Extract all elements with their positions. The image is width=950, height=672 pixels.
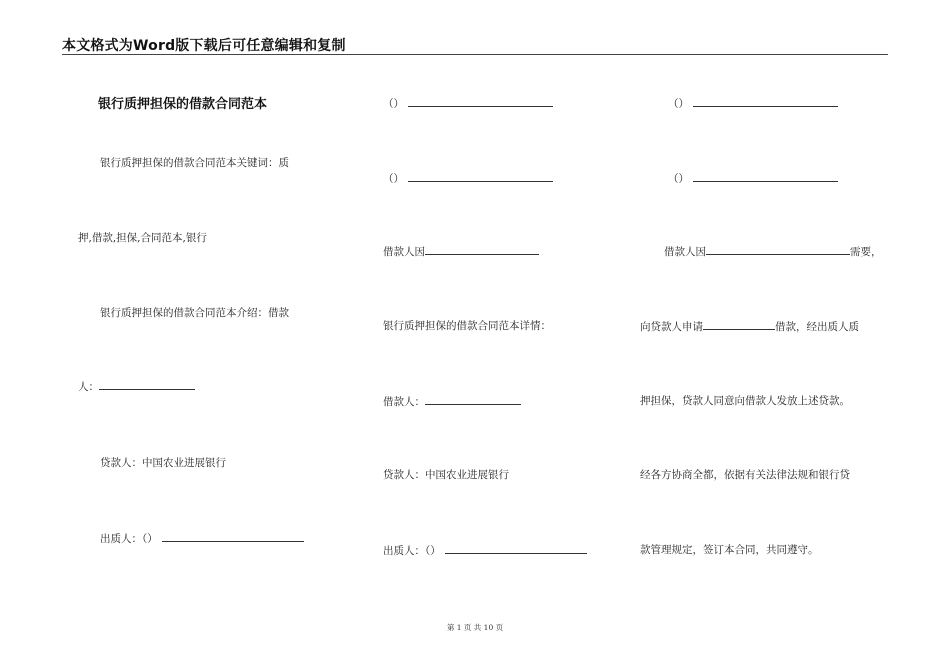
- keywords-line-1: 银行质押担保的借款合同范本关键词：质: [100, 157, 289, 169]
- col2-paren-line-2: [383, 170, 553, 186]
- pledgor-label: 出质人：（）: [100, 533, 158, 545]
- col3-line-4: 经各方协商全都，依据有关法律法规和银行贷: [640, 469, 850, 481]
- col2-pledgor-blank: [445, 542, 587, 554]
- col2-blank-2: [408, 170, 553, 182]
- col2-blank-1: [408, 95, 553, 107]
- col2-borrower-line: [383, 393, 521, 409]
- borrower-label: 人：: [78, 381, 99, 393]
- keywords-line-2: 押,借款,担保,合同范本,银行: [78, 232, 207, 244]
- document-title: 银行质押担保的借款合同范本: [98, 97, 268, 112]
- col3-line-1-b: 需要，: [850, 246, 882, 258]
- header-title: 本文格式为Word版下载后可任意编辑和复制: [62, 38, 346, 54]
- header-divider: [62, 54, 888, 55]
- col2-paren-line-1: [383, 95, 553, 111]
- pledgor-line: [100, 530, 304, 546]
- col3-purpose-blank: [706, 243, 850, 255]
- col3-line-2-a: 向贷款人申请: [640, 321, 703, 333]
- col2-pledgor-label: 出质人：（）: [383, 545, 441, 557]
- intro-line-1: 银行质押担保的借款合同范本介绍：借款: [100, 307, 289, 319]
- pledgor-blank: [162, 530, 304, 542]
- col2-borrower-because: 借款人因: [383, 246, 425, 258]
- col2-pledgor-line: [383, 542, 587, 558]
- col2-lender-line: 贷款人：中国农业进展银行: [383, 469, 509, 481]
- col3-line-1-a: 借款人因: [664, 246, 706, 258]
- col3-line-5: 款管理规定，签订本合同，共同遵守。: [640, 544, 819, 556]
- intro-line-2: [78, 378, 195, 394]
- col2-paren-2: （）: [383, 173, 404, 185]
- col2-purpose-blank: [425, 243, 539, 255]
- col3-line-3: 押担保，贷款人同意向借款人发放上述贷款。: [640, 395, 850, 407]
- col2-borrower-label: 借款人：: [383, 396, 425, 408]
- col3-line-2-b: 借款，经出质人质: [775, 321, 859, 333]
- lender-line: 贷款人：中国农业进展银行: [100, 457, 226, 469]
- page-footer: 第 1 页 共 10 页: [446, 623, 504, 632]
- borrower-blank: [99, 378, 195, 390]
- col3-paren-line-2: [668, 170, 838, 186]
- col3-amount-blank: [703, 318, 775, 330]
- col2-borrower-because-line: [383, 243, 539, 259]
- col3-paren-1: （）: [668, 98, 689, 110]
- col2-paren-1: （）: [383, 98, 404, 110]
- col3-line-2: [640, 318, 859, 334]
- col3-blank-2: [693, 170, 838, 182]
- col3-line-1: [664, 243, 882, 259]
- col2-details-line: 银行质押担保的借款合同范本详情：: [383, 320, 551, 332]
- col3-paren-line-1: [668, 95, 838, 111]
- col2-borrower-blank: [425, 393, 521, 405]
- col3-paren-2: （）: [668, 173, 689, 185]
- col3-blank-1: [693, 95, 838, 107]
